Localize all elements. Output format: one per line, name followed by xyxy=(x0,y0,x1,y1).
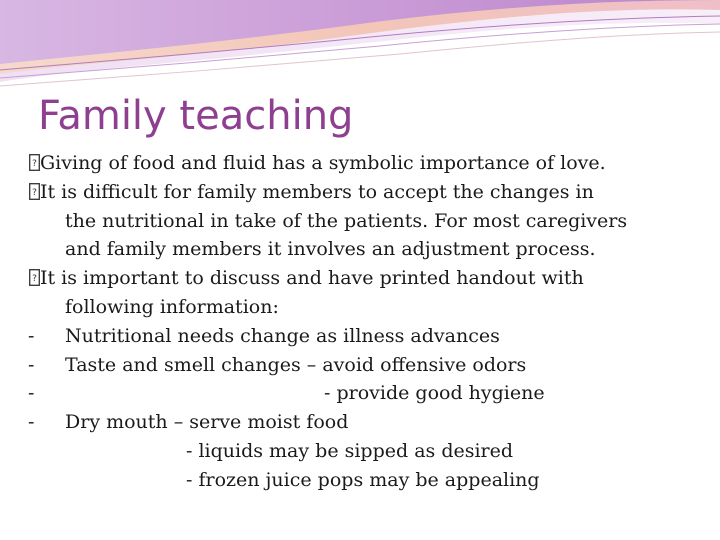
continuation-text: the nutritional in take of the patients. For most caregivers xyxy=(65,209,628,232)
continuation-line xyxy=(28,293,698,322)
dash-text: Taste and smell changes – avoid offensive odors xyxy=(65,353,527,376)
continuation-text: and family members it involves an adjustment process. xyxy=(65,238,596,261)
dash-marker: - xyxy=(28,353,35,376)
bullet-line-3 xyxy=(28,264,698,293)
sub-item-text: - liquids may be sipped as desired xyxy=(186,439,514,462)
sub-item-text: - frozen juice pops may be appealing xyxy=(186,468,540,491)
bullet-text: Giving of food and fluid has a symbolic importance of love. xyxy=(40,152,606,174)
bullet-text: It is difficult for family members to accept the changes in xyxy=(40,180,594,203)
indented-sub-line xyxy=(28,466,698,495)
svg-text:?: ? xyxy=(32,159,37,169)
dash-text: Dry mouth – serve moist food xyxy=(65,411,349,434)
dash-line-1 xyxy=(28,322,698,351)
dash-text: Nutritional needs change as illness advances xyxy=(65,324,500,347)
continuation-line xyxy=(28,207,698,236)
bullet-line-1 xyxy=(28,149,698,178)
dash-line-3 xyxy=(28,379,698,408)
svg-text:?: ? xyxy=(32,274,37,285)
continuation-line xyxy=(28,235,698,264)
bullet-line-2 xyxy=(28,178,698,207)
continuation-text: following information: xyxy=(65,295,279,318)
svg-text:?: ? xyxy=(32,187,37,198)
indented-sub-line xyxy=(28,437,698,466)
dash-marker: - xyxy=(28,324,35,347)
dash-marker: - xyxy=(28,411,35,434)
decorative-header-banner xyxy=(0,0,720,90)
slide-body xyxy=(28,149,698,495)
dash-line-2 xyxy=(28,351,698,380)
slide-title: Family teaching xyxy=(38,93,354,139)
bullet-text: It is important to discuss and have printed handout with xyxy=(40,267,584,290)
dash-text: - provide good hygiene xyxy=(324,382,545,405)
dash-line-4 xyxy=(28,408,698,437)
dash-marker: - xyxy=(28,382,35,405)
